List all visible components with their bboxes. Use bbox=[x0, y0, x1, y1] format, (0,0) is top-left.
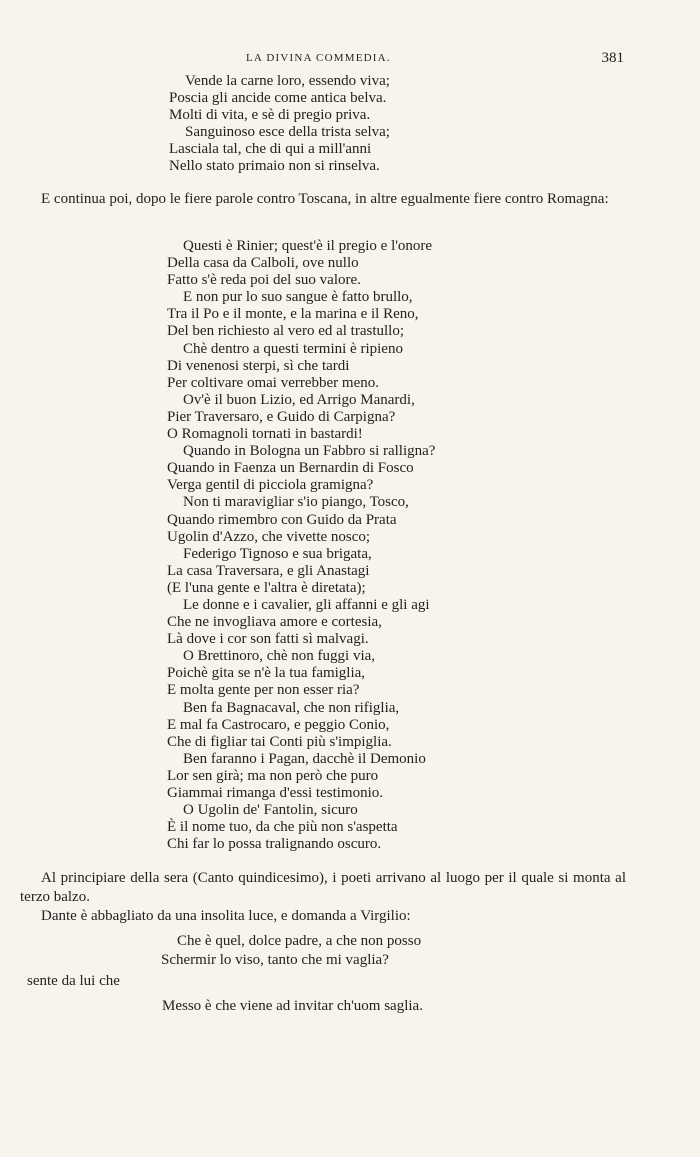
verse-line: Messo è che viene ad invitar ch'uom saglia. bbox=[162, 998, 423, 1014]
prose-paragraph-1 bbox=[20, 190, 626, 209]
verse-line: Quando rimembro con Guido da Prata bbox=[167, 511, 397, 528]
verse-block-1 bbox=[169, 73, 390, 176]
verse-line: Che di figliar tai Conti più s'impiglia. bbox=[167, 733, 392, 750]
verse-line: Chi far lo possa tralignando oscuro. bbox=[167, 836, 382, 853]
verse-line: Lasciala tal, che di qui a mill'anni bbox=[169, 141, 372, 158]
verse-line: Sanguinoso esce della trista selva; bbox=[185, 124, 390, 141]
paragraph-text: E continua poi, dopo le fiere parole contro Toscana, in altre egualmente fiere contro Romagna: bbox=[41, 191, 609, 207]
verse-line: Ben faranno i Pagan, dacchè il Demonio bbox=[183, 750, 426, 767]
verse-line: Per coltivare omai verrebber meno. bbox=[167, 374, 379, 391]
paragraph-text: Dante è abbagliato da una insolita luce, e domanda a Virgilio: bbox=[41, 908, 411, 924]
verse-line: Di venenosi sterpi, sì che tardi bbox=[167, 357, 350, 374]
verse-block-4 bbox=[162, 998, 423, 1015]
verse-line: O Romagnoli tornati in bastardi! bbox=[167, 426, 363, 443]
verse-line: Vende la carne loro, essendo viva; bbox=[185, 73, 390, 89]
verse-line: Tra il Po e il monte, e la marina e il Reno, bbox=[167, 306, 419, 323]
verse-line: Nello stato primaio non si rinselva. bbox=[169, 158, 380, 175]
verse-line: Federigo Tignoso e sua brigata, bbox=[183, 545, 372, 562]
running-head bbox=[0, 52, 700, 72]
verse-line: (E l'una gente e l'altra è diretata); bbox=[167, 579, 366, 596]
verse-line: Poscia gli ancide come antica belva. bbox=[169, 90, 387, 107]
verse-line: Fatto s'è reda poi del suo valore. bbox=[167, 272, 361, 289]
verse-line: Le donne e i cavalier, gli affanni e gli agi bbox=[183, 596, 430, 613]
verse-line: Molti di vita, e sè di pregio priva. bbox=[169, 107, 371, 124]
verse-line: Schermir lo viso, tanto che mi vaglia? bbox=[161, 952, 389, 968]
running-title: LA DIVINA COMMEDIA. bbox=[246, 52, 391, 64]
prose-paragraph-2 bbox=[20, 869, 626, 926]
verse-line: La casa Traversara, e gli Anastagi bbox=[167, 562, 370, 579]
page-number: 381 bbox=[601, 50, 624, 66]
verse-line: Quando in Bologna un Fabbro si rallignа? bbox=[183, 443, 436, 460]
verse-line: E molta gente per non esser ria? bbox=[167, 682, 360, 699]
verse-line: Questi è Rinier; quest'è il pregio e l'onore bbox=[183, 238, 433, 254]
verse-line: Che è quel, dolce padre, a che non posso bbox=[177, 933, 422, 949]
verse-block-3 bbox=[161, 932, 421, 970]
bridge-text: sente da lui che bbox=[27, 973, 120, 989]
verse-line: Verga gentil di picciola gramigna? bbox=[167, 477, 374, 494]
verse-line: E non pur lo suo sangue è fatto brullo, bbox=[183, 289, 413, 306]
verse-line: Poichè gita se n'è la tua famiglia, bbox=[167, 665, 366, 682]
verse-line: Del ben richiesto al vero ed al trastullo; bbox=[167, 323, 405, 340]
verse-line: Là dove i cor son fatti sì malvagi. bbox=[167, 631, 369, 648]
verse-line: O Brettinoro, chè non fuggi via, bbox=[183, 648, 376, 665]
verse-line: O Ugolin de' Fantolin, sicuro bbox=[183, 802, 358, 819]
verse-line: Lor sen girà; ma non però che puro bbox=[167, 767, 379, 784]
verse-line: Della casa da Calboli, ove nullo bbox=[167, 255, 359, 272]
verse-line: È il nome tuo, da che più non s'aspetta bbox=[167, 819, 398, 836]
verse-line: Giammai rimanga d'essi testimonio. bbox=[167, 785, 383, 801]
verse-line: Pier Traversaro, e Guido di Carpigna? bbox=[167, 408, 396, 425]
verse-line: Quando in Faenza un Bernardin di Fosco bbox=[167, 460, 414, 477]
verse-block-2 bbox=[167, 238, 435, 853]
paragraph-text: Al principiare della sera (Canto quindicesimo), i poeti arrivano al luogo per il quale si monta al terzo balzo. bbox=[20, 870, 626, 905]
verse-line: E mal fa Castrocaro, e peggio Conio, bbox=[167, 716, 390, 733]
verse-line: Ov'è il buon Lizio, ed Arrigo Manardi, bbox=[183, 391, 415, 408]
verse-line: Ugolin d'Azzo, che vivette nosco; bbox=[167, 528, 371, 545]
verse-line: Ben fa Bagnacaval, che non rifiglia, bbox=[183, 699, 400, 716]
verse-line: Che ne invogliava amore e cortesia, bbox=[167, 614, 382, 631]
verse-line: Chè dentro a questi termini è ripieno bbox=[183, 340, 403, 357]
verse-line: Non ti maravigliar s'io piango, Tosco, bbox=[183, 494, 409, 511]
